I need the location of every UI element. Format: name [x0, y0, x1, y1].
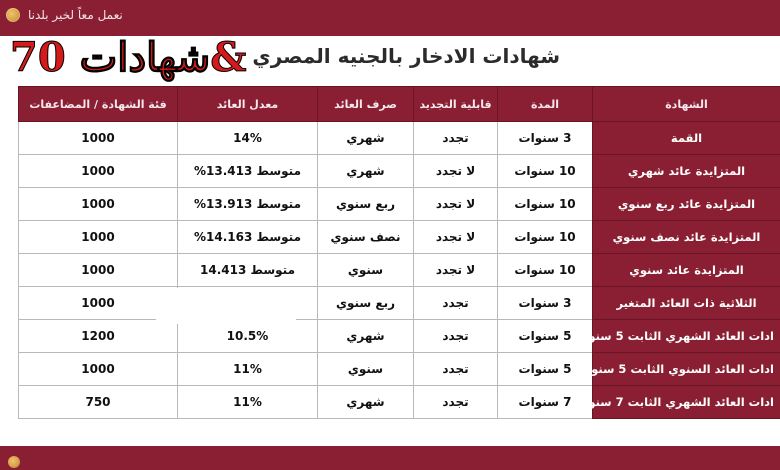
cell-rate: 11% — [178, 386, 318, 419]
cell-duration: 10 سنوات — [498, 155, 593, 188]
blank-overlay — [156, 288, 296, 324]
table-row — [19, 287, 780, 320]
brand-tagline: نعمل معاً لخير بلدنا — [28, 8, 123, 22]
cell-denomination: 1000 — [19, 155, 178, 188]
cell-duration: 5 سنوات — [498, 353, 593, 386]
cell-renewal: تجدد — [414, 287, 498, 320]
brand-area — [6, 0, 123, 30]
cell-rate: 10.5% — [178, 320, 318, 353]
table-row — [19, 386, 780, 419]
header-renewal: قابلية التجديد — [414, 87, 498, 122]
header-duration: المدة — [498, 87, 593, 122]
cell-payout: شهري — [318, 155, 414, 188]
cell-renewal: تجدد — [414, 353, 498, 386]
bank-logo-icon — [8, 456, 20, 468]
cell-certificate: ادات العائد الشهري الثابت 7 سنوات — [593, 386, 780, 419]
cell-renewal: لا تجدد — [414, 188, 498, 221]
cell-duration: 3 سنوات — [498, 122, 593, 155]
cell-renewal: لا تجدد — [414, 254, 498, 287]
cell-payout: شهري — [318, 320, 414, 353]
cell-renewal: تجدد — [414, 122, 498, 155]
document-title: شهادات الادخار بالجنيه المصري — [252, 44, 560, 68]
cell-duration: 7 سنوات — [498, 386, 593, 419]
cell-certificate: المتزايدة عائد نصف سنوي — [593, 221, 780, 254]
cell-denomination: 1000 — [19, 254, 178, 287]
cell-rate: متوسط 13.913% — [178, 188, 318, 221]
cell-certificate: ادات العائد الشهري الثابت 5 سنوات — [593, 320, 780, 353]
table-row — [19, 353, 780, 386]
cell-certificate: المتزايدة عائد شهري — [593, 155, 780, 188]
cell-renewal: لا تجدد — [414, 221, 498, 254]
cell-certificate: القمة — [593, 122, 780, 155]
table-row — [19, 122, 780, 155]
title-area — [0, 30, 780, 86]
cell-duration: 10 سنوات — [498, 254, 593, 287]
table-row — [19, 221, 780, 254]
cell-denomination: 1000 — [19, 188, 178, 221]
table-row — [19, 254, 780, 287]
cell-rate: متوسط 13.413% — [178, 155, 318, 188]
cell-rate: متوسط 14.163% — [178, 221, 318, 254]
cell-payout: ربع سنوي — [318, 188, 414, 221]
table-row — [19, 188, 780, 221]
header-certificate: الشهادة — [593, 87, 780, 122]
cell-payout: ربع سنوي — [318, 287, 414, 320]
table-row — [19, 320, 780, 353]
bottom-brand-bar — [0, 446, 780, 470]
cell-denomination: 1000 — [19, 122, 178, 155]
cell-duration: 10 سنوات — [498, 188, 593, 221]
table-row — [19, 155, 780, 188]
cell-rate: متوسط 14.413 — [178, 254, 318, 287]
cell-payout: سنوي — [318, 254, 414, 287]
header-denomination: فئة الشهادة / المضاعفات — [19, 87, 178, 122]
cell-renewal: لا تجدد — [414, 155, 498, 188]
cell-rate: 14% — [178, 122, 318, 155]
cell-certificate: المتزايدة عائد ربع سنوي — [593, 188, 780, 221]
cell-duration: 5 سنوات — [498, 320, 593, 353]
header-rate: معدل العائد — [178, 87, 318, 122]
cell-denomination: 1000 — [19, 287, 178, 320]
bank-logo-icon — [6, 8, 20, 22]
header-payout: صرف العائد — [318, 87, 414, 122]
cell-renewal: تجدد — [414, 320, 498, 353]
cell-duration: 3 سنوات — [498, 287, 593, 320]
cell-duration: 10 سنوات — [498, 221, 593, 254]
cell-denomination: 1200 — [19, 320, 178, 353]
cell-denomination: 1000 — [19, 353, 178, 386]
cell-payout: شهري — [318, 386, 414, 419]
cell-certificate: المتزايدة عائد سنوي — [593, 254, 780, 287]
cell-rate: 11% — [178, 353, 318, 386]
cell-payout: شهري — [318, 122, 414, 155]
cell-denomination: 750 — [19, 386, 178, 419]
cell-certificate: الثلاثية ذات العائد المتغير — [593, 287, 780, 320]
cell-renewal: تجدد — [414, 386, 498, 419]
cell-certificate: ادات العائد السنوي الثابت 5 سنوات — [593, 353, 780, 386]
cell-denomination: 1000 — [19, 221, 178, 254]
overlay-title: 70 شهادات& — [10, 34, 247, 81]
certificates-table-wrap — [18, 86, 780, 418]
certificates-table — [18, 86, 780, 419]
cell-payout: سنوي — [318, 353, 414, 386]
cell-payout: نصف سنوي — [318, 221, 414, 254]
table-header-row — [19, 87, 780, 122]
